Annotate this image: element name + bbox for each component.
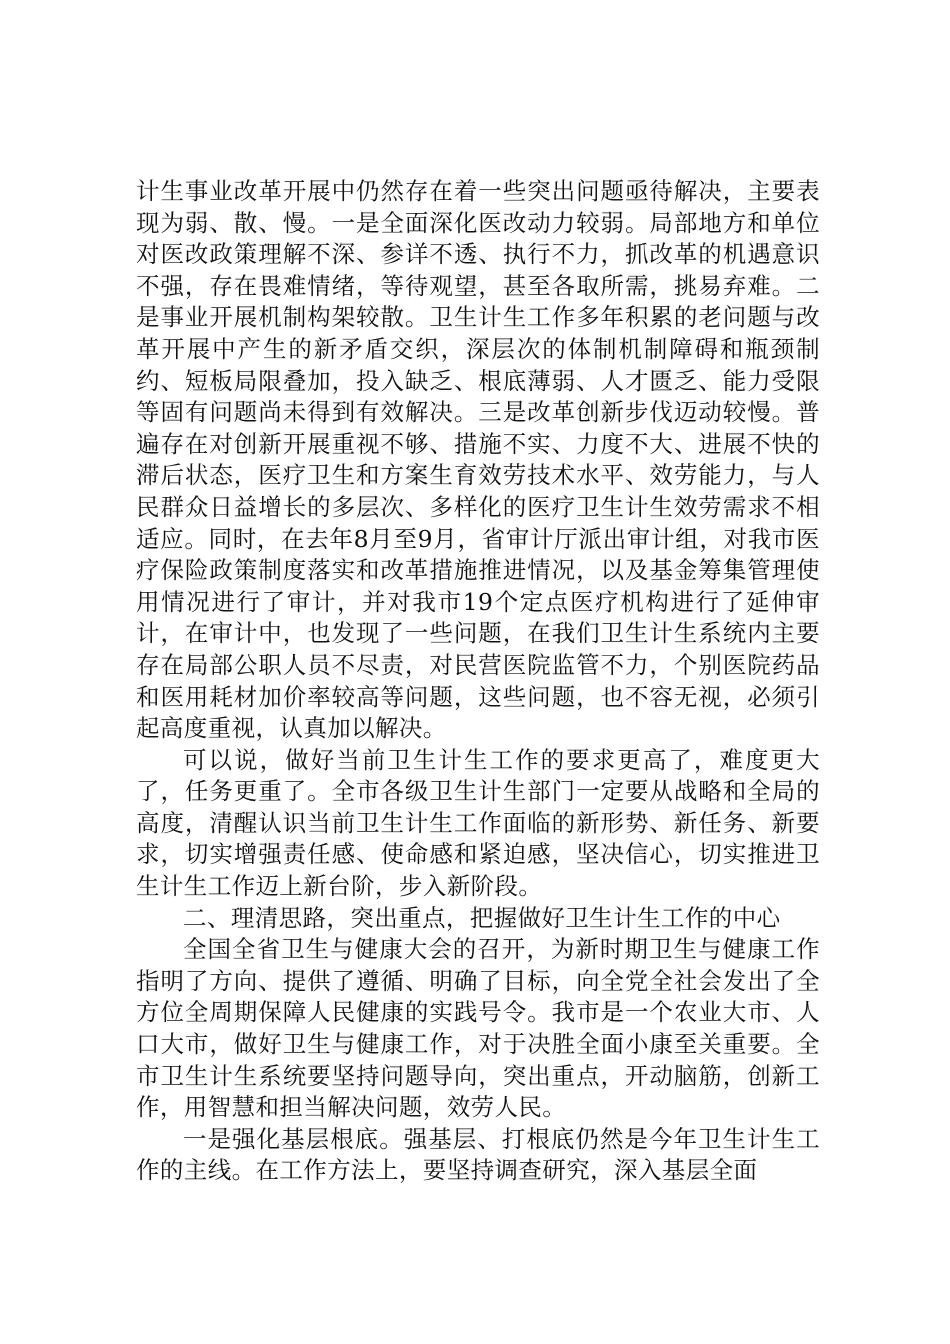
paragraph-health-conference: 全国全省卫生与健康大会的召开，为新时期卫生与健康工作指明了方向、提供了遵循、明确了目标，向全党全社会发出了全方位全周期保障人民健康的实践号令。我市是一个农业大市、人口大市，做好卫生与健康工作，对于决胜全面小康至关重要。全市卫生计生系统要坚持问题导向，突出重点，开动脑筋，创新工作，用智慧和担当解决问题，效劳人民。: [136, 935, 820, 1122]
paragraph-strengthen-grassroots: 一是强化基层根底。强基层、打根底仍然是今年卫生计生工作的主线。在工作方法上，要坚持调查研究，深入基层全面: [136, 1124, 820, 1185]
paragraph-reform-problems: 计生事业改革开展中仍然存在着一些突出问题亟待解决，主要表现为弱、散、慢。一是全面深化医改动力较弱。局部地方和单位对医改政策理解不深、参详不透、执行不力，抓改革的机遇意识不强，存在畏难情绪，等待观望，甚至各取所需，挑易弃难。二是事业开展机制构架较散。卫生计生工作多年积累的老问题与改革开展中产生的新矛盾交织，深层次的体制机制障碍和瓶颈制约、短板局限叠加，投入缺乏、根底薄弱、人才匮乏、能力受限等固有问题尚未得到有效解决。三是改革创新步伐迈动较慢。普遍存在对创新开展重视不够、措施不实、力度不大、进展不快的滞后状态，医疗卫生和方案生育效劳技术水平、效劳能力，与人民群众日益增长的多层次、多样化的医疗卫生计生效劳需求不相适应。同时，在去年8月至9月，省审计厅派出审计组，对我市医疗保险政策制度落实和改革措施推进情况，以及基金筹集管理使用情况进行了审计，并对我市19个定点医疗机构进行了延伸审计，在审计中，也发现了一些问题，在我们卫生计生系统内主要存在局部公职人员不尽责，对民营医院监管不力，个别医院药品和医用耗材加价率较高等问题，这些问题，也不容无视，必须引起高度重视，认真加以解决。: [136, 177, 820, 743]
paragraph-higher-requirements: 可以说，做好当前卫生计生工作的要求更高了，难度更大了，任务更重了。全市各级卫生计生部门一定要从战略和全局的高度，清醒认识当前卫生计生工作面临的新形势、新任务、新要求，切实增强责任感、使命感和紧迫感，坚决信心，切实推进卫生计生工作迈上新台阶，步入新阶段。: [136, 745, 820, 901]
document-body: [136, 176, 820, 1187]
section-heading-two: 二、理清思路，突出重点，把握做好卫生计生工作的中心: [183, 903, 781, 932]
